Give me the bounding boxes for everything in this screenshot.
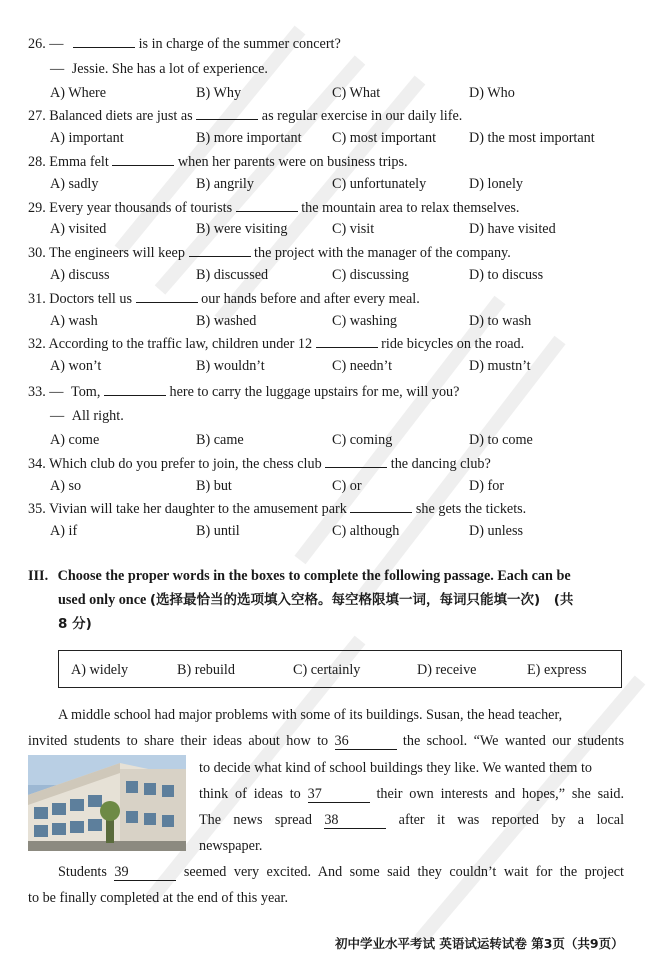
options-26 — [50, 84, 650, 102]
question-26: 26. — is in charge of the summer concert? — [28, 36, 341, 52]
options-33 — [50, 431, 650, 449]
options-29 — [50, 220, 650, 238]
option[interactable]: B) Why — [196, 85, 242, 101]
question-34: 34. Which club do you prefer to join, the chess club the dancing club? — [28, 456, 491, 472]
question-32: 32. According to the traffic law, children under 12 ride bicycles on the road. — [28, 336, 525, 352]
blank-36: 36 — [335, 734, 397, 750]
question-31: 31. Doctors tell us our hands before and after every meal. — [28, 291, 420, 307]
passage-line: invited students to share their ideas about how to 36 the school. “We wanted our students — [28, 733, 625, 749]
question-26-reply: — Jessie. She has a lot of experience. — [50, 61, 268, 77]
option[interactable]: D) the most important — [469, 130, 595, 146]
word-option: B) rebuild — [177, 662, 235, 678]
option[interactable]: D) mustn’t — [469, 358, 531, 374]
option[interactable]: D) unless — [469, 523, 523, 539]
option[interactable]: C) unfortunately — [332, 176, 427, 192]
question-33: 33. — Tom, here to carry the luggage upstairs for me, will you? — [28, 384, 460, 400]
blank — [325, 454, 387, 468]
option[interactable]: C) visit — [332, 221, 375, 237]
question-35: 35. Vivian will take her daughter to the amusement park she gets the tickets. — [28, 501, 527, 517]
question-27: 27. Balanced diets are just as as regular exercise in our daily life. — [28, 108, 463, 124]
blank — [189, 243, 251, 257]
option[interactable]: D) for — [469, 478, 505, 494]
option[interactable]: D) lonely — [469, 176, 523, 192]
word-option: A) widely — [71, 662, 129, 678]
blank — [136, 289, 198, 303]
blank — [73, 34, 135, 48]
option[interactable]: C) discussing — [332, 267, 409, 283]
passage-line: to decide what kind of school buildings they like. We wanted them to — [199, 760, 593, 776]
word-option: E) express — [527, 662, 587, 678]
option[interactable]: C) needn’t — [332, 358, 393, 374]
option[interactable]: C) washing — [332, 313, 398, 329]
option[interactable]: B) more important — [196, 130, 302, 146]
passage-line: newspaper. — [199, 838, 263, 854]
blank — [236, 198, 298, 212]
option[interactable]: C) coming — [332, 432, 393, 448]
question-30: 30. The engineers will keep the project with the manager of the company. — [28, 245, 511, 261]
word-box — [58, 650, 622, 688]
option[interactable]: D) have visited — [469, 221, 556, 237]
option[interactable]: B) angrily — [196, 176, 254, 192]
blank-38: 38 — [324, 813, 386, 829]
word-option: C) certainly — [293, 662, 361, 678]
option[interactable]: A) come — [50, 432, 100, 448]
option[interactable]: A) Where — [50, 85, 107, 101]
school-building-photo — [28, 755, 186, 851]
option[interactable]: C) most important — [332, 130, 437, 146]
option[interactable]: D) Who — [469, 85, 515, 101]
option[interactable]: D) to discuss — [469, 267, 544, 283]
passage-line: to be finally completed at the end of this year. — [28, 890, 289, 906]
option[interactable]: B) until — [196, 523, 240, 539]
blank — [104, 382, 166, 396]
options-30 — [50, 266, 650, 284]
option[interactable]: B) washed — [196, 313, 257, 329]
option[interactable]: D) to wash — [469, 313, 532, 329]
option[interactable]: A) if — [50, 523, 78, 539]
option[interactable]: A) important — [50, 130, 124, 146]
option[interactable]: B) wouldn’t — [196, 358, 265, 374]
options-28 — [50, 175, 650, 193]
question-33-reply: — All right. — [50, 408, 124, 424]
options-31 — [50, 312, 650, 330]
option[interactable]: B) but — [196, 478, 232, 494]
option[interactable]: A) discuss — [50, 267, 110, 283]
blank-39: 39 — [114, 865, 176, 881]
option[interactable]: A) visited — [50, 221, 107, 237]
option[interactable]: B) were visiting — [196, 221, 288, 237]
option[interactable]: B) came — [196, 432, 244, 448]
option[interactable]: A) won’t — [50, 358, 102, 374]
option[interactable]: C) although — [332, 523, 400, 539]
passage-line: Students 39 seemed very excited. And some said they couldn’t wait for the project — [58, 864, 624, 880]
option[interactable]: C) or — [332, 478, 362, 494]
passage-line: think of ideas to 37 their own interests and hopes,” she said. — [199, 786, 625, 802]
page-footer: 初中学业水平考试 英语试运转试卷 第3页（共9页） — [335, 936, 624, 951]
option[interactable]: D) to come — [469, 432, 533, 448]
blank — [350, 499, 412, 513]
question-29: 29. Every year thousands of tourists the mountain area to relax themselves. — [28, 200, 520, 216]
section-heading: III. Choose the proper words in the boxes to complete the following passage. Each can be used only once (选择最恰当的选项填入空格。每空格限填一词，每词只能填一次) (共 8 分) — [28, 568, 574, 632]
blank — [112, 152, 174, 166]
option[interactable]: C) What — [332, 85, 381, 101]
options-34 — [50, 477, 650, 495]
blank — [316, 334, 378, 348]
option[interactable]: A) sadly — [50, 176, 99, 192]
word-option: D) receive — [417, 662, 477, 678]
option[interactable]: B) discussed — [196, 267, 269, 283]
option[interactable]: A) so — [50, 478, 82, 494]
passage-line: The news spread 38 after it was reported by a local — [199, 812, 625, 828]
options-27 — [50, 129, 650, 147]
options-35 — [50, 522, 650, 540]
options-32 — [50, 357, 650, 375]
blank-37: 37 — [308, 787, 370, 803]
blank — [196, 106, 258, 120]
option[interactable]: A) wash — [50, 313, 98, 329]
question-28: 28. Emma felt when her parents were on business trips. — [28, 154, 408, 170]
passage-line: A middle school had major problems with some of its buildings. Susan, the head teacher, — [58, 707, 563, 723]
